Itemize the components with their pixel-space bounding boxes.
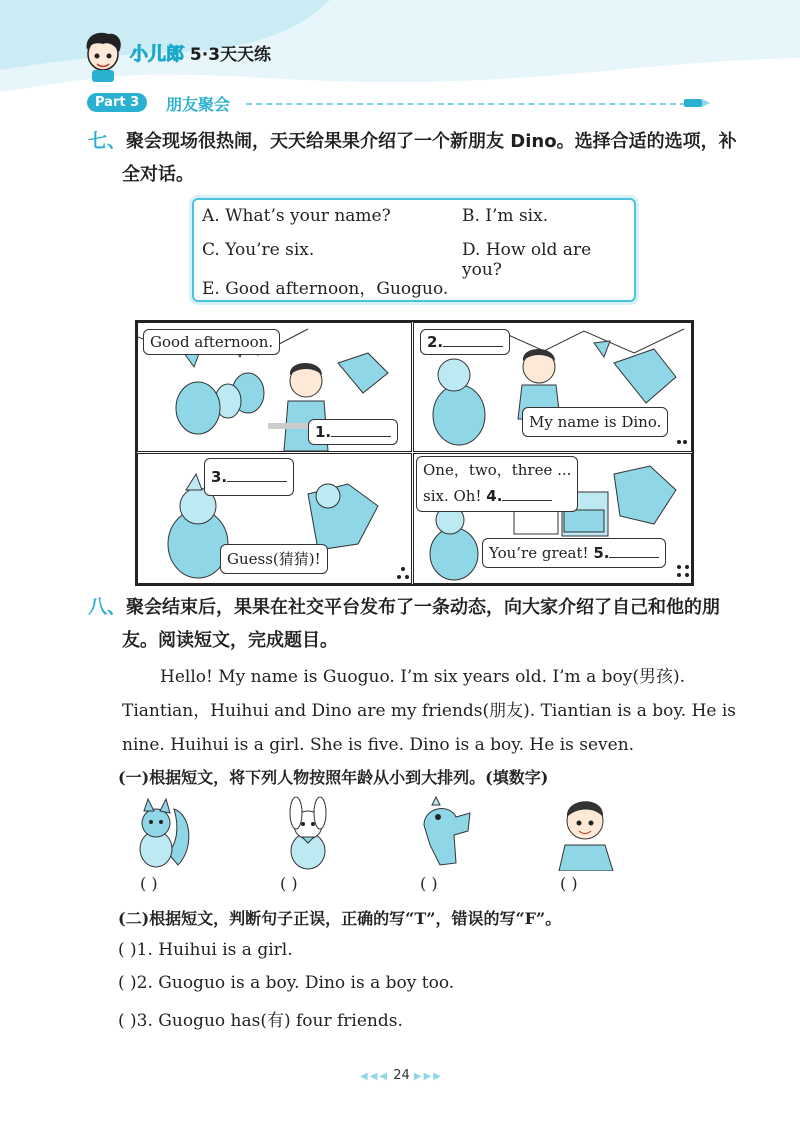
squirrel-huihui-icon xyxy=(130,795,194,871)
panel-1-bubble-text: Good afternoon. xyxy=(150,333,274,351)
tf-paren-1[interactable]: ( ) xyxy=(118,940,137,960)
panel-3-number: 3. xyxy=(211,468,228,486)
answer-blank-2[interactable] xyxy=(443,332,503,347)
dots-icon xyxy=(676,437,688,447)
panel-3-speech-bubble xyxy=(220,544,328,574)
option-d: D. How old are you? xyxy=(462,240,592,280)
panel-4-number: 4. xyxy=(486,487,503,505)
answer-blank-4[interactable] xyxy=(502,486,552,501)
answer-blank-3[interactable] xyxy=(227,467,287,482)
tf-statement-2 xyxy=(118,973,454,993)
panel-4-counting-bubble xyxy=(416,456,578,512)
answer-paren-3[interactable]: ( ) xyxy=(420,874,438,893)
brand-logo xyxy=(130,40,271,66)
pencil-icon xyxy=(684,97,710,109)
panel-2-speech-bubble xyxy=(522,407,668,437)
dashed-divider xyxy=(246,103,686,105)
option-e: E. Good afternoon，Guoguo. xyxy=(202,279,449,299)
question-7-text-line1: 聚会现场很热闹，天天给果果介绍了一个新朋友 Dino。选择合适的选项，补 xyxy=(126,131,737,152)
answer-paren-1[interactable]: ( ) xyxy=(140,874,158,893)
answer-blank-5[interactable] xyxy=(609,543,659,558)
panel-4-line2: six. Oh! xyxy=(423,487,482,505)
panel-2-bubble-text: My name is Dino. xyxy=(529,413,662,431)
panel-4-number-2: 5. xyxy=(593,544,610,562)
panel-2-number: 2. xyxy=(427,333,444,351)
dots-icon xyxy=(396,566,410,580)
part-2-instruction: (二)根据短文，判断句子正误，正确的写“T”，错误的写“F”。 xyxy=(118,909,562,928)
passage-line-1: Hello! My name is Guoguo. I’m six years old. I’m a boy(男孩). xyxy=(160,667,685,687)
tf-statement-3 xyxy=(118,1006,403,1031)
passage-line-2: Tiantian，Huihui and Dino are my friends(朋友). Tiantian is a boy. He is xyxy=(122,701,737,721)
panel-1-answer-bubble xyxy=(308,419,398,445)
panel-1-number: 1. xyxy=(315,423,332,441)
answer-blank-1[interactable] xyxy=(331,422,391,437)
passage-line-3: nine. Huihui is a girl. She is five. Dino is a boy. He is seven. xyxy=(122,735,635,755)
brand-series: 5·3天天练 xyxy=(189,45,272,65)
part-1-instruction: (一)根据短文，将下列人物按照年龄从小到大排列。(填数字) xyxy=(118,768,549,787)
tf-text-3: 3. Guoguo has(有) four friends. xyxy=(136,1011,403,1031)
question-8-text-line1: 聚会结束后，果果在社交平台发布了一条动态，向大家介绍了自己和他的朋 xyxy=(126,597,721,618)
question-8-text-line2: 友。阅读短文，完成题目。 xyxy=(122,630,338,651)
page-number: 24 xyxy=(393,1068,410,1083)
question-8-number: 八、 xyxy=(88,596,127,618)
panel-4-speech-bubble xyxy=(482,538,666,568)
brand-logo-text: 小儿郎 xyxy=(130,44,184,65)
page-header xyxy=(0,0,800,100)
tf-paren-2[interactable]: ( ) xyxy=(118,973,137,993)
options-box xyxy=(192,198,636,302)
part-title: 朋友聚会 xyxy=(166,95,231,114)
boy-guoguo-icon xyxy=(555,793,619,871)
question-7-line1 xyxy=(88,124,778,159)
dino-icon xyxy=(410,795,480,871)
comic-panel-2 xyxy=(413,322,692,452)
panel-2-answer-bubble xyxy=(420,329,510,355)
rabbit-icon xyxy=(278,795,338,871)
question-8-line1 xyxy=(88,590,778,625)
comic-panel-4 xyxy=(413,453,692,584)
comic-panel-3 xyxy=(137,453,412,584)
panel-3-bubble-text: Guess(猜猜)! xyxy=(227,550,321,568)
part-tag: Part 3 xyxy=(87,93,147,112)
comic-strip xyxy=(135,320,694,586)
right-arrows-icon: ▶▶▶ xyxy=(413,1071,443,1082)
boy-mascot-icon xyxy=(78,30,128,82)
panel-3-answer-bubble xyxy=(204,458,294,496)
option-c: C. You’re six. xyxy=(202,240,315,260)
panel-1-speech-bubble xyxy=(143,329,280,355)
dots-icon xyxy=(676,564,690,580)
question-7-number: 七、 xyxy=(88,130,127,152)
comic-panel-1 xyxy=(137,322,412,452)
answer-paren-4[interactable]: ( ) xyxy=(560,874,578,893)
tf-text-2: 2. Guoguo is a boy. Dino is a boy too. xyxy=(136,973,455,993)
answer-paren-2[interactable]: ( ) xyxy=(280,874,298,893)
question-7-text-line2: 全对话。 xyxy=(122,164,194,185)
page-footer xyxy=(360,1068,443,1083)
left-arrows-icon: ◀◀◀ xyxy=(360,1071,390,1082)
tf-statement-1 xyxy=(118,940,293,960)
option-a: A. What’s your name? xyxy=(202,206,391,226)
tf-paren-3[interactable]: ( ) xyxy=(118,1011,137,1031)
tf-text-1: 1. Huihui is a girl. xyxy=(136,940,293,960)
panel-4-line1: One，two，three ... xyxy=(423,461,572,479)
option-b: B. I’m six. xyxy=(462,206,549,226)
panel-4-bubble-text: You’re great! xyxy=(489,544,589,562)
